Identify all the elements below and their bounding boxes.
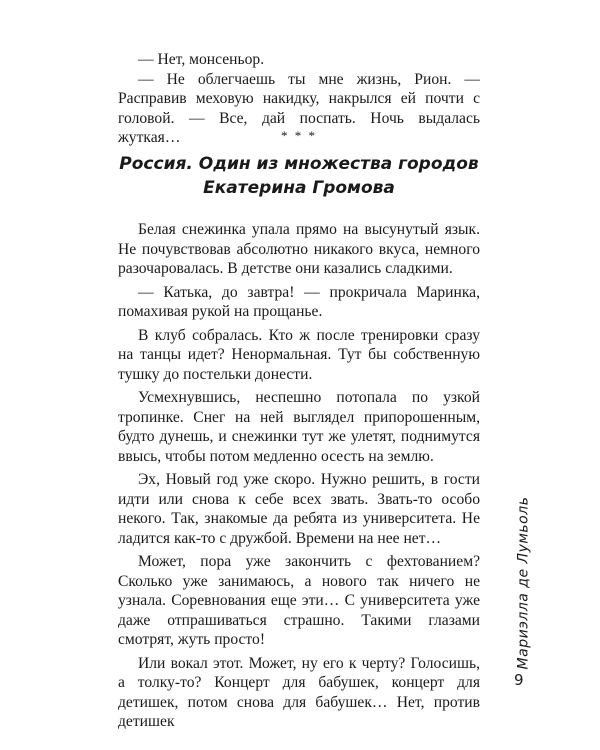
dialogue-line-2: — Не облегчаешь ты мне жизнь, Рион. — Расправив меховую накидку, накрылся ей почти с головой. — Все, дай поспать. Ночь выдалась жуткая… <box>118 70 480 146</box>
running-title-text: Мариэлла де Лумьоль <box>515 496 532 669</box>
paragraph: В клуб собралась. Кто ж после тренировки сразу на танцы идет? Ненормальная. Тут бы собственную тушку до постельки донести. <box>118 326 480 383</box>
paragraph: — Катька, до завтра! — прокричала Маринка, помахивая рукой на прощанье. <box>118 283 480 320</box>
body-text <box>118 220 480 732</box>
paragraph: Может, пора уже закончить с фехтованием? Сколько уже занимаюсь, а нового так ничего не узнала. Соревнования еще эти… С университета уже даже отпрашиваться страшно. Такими глазами смотрят, жуть просто! <box>118 553 480 648</box>
section-separator: * * * <box>281 128 317 143</box>
heading-location: Россия. Один из множества городов <box>119 154 479 174</box>
paragraph: Эх, Новый год уже скоро. Нужно решить, в гости идти или снова к себе всех звать. Звать-то особо некого. Так, знакомые да ребята из университета. Не ладится как-то с дружбой. Времени на нее нет… <box>118 471 480 547</box>
running-title <box>510 495 536 670</box>
paragraph: Белая снежинка упала прямо на высунутый язык. Не почувствовав абсолютно никакого вкуса, немного разочаровалась. В детстве они казались сладкими. <box>118 221 480 277</box>
heading-character: Екатерина Громова <box>203 178 395 198</box>
page-number: 9 <box>514 671 524 689</box>
paragraph: Или вокал этот. Может, ну его к черту? Голосишь, а толку-то? Концерт для бабушек, концерт для детишек, потом снова для бабушек… Нет, против детишек <box>118 654 480 730</box>
chapter-heading <box>118 152 480 200</box>
dialogue-line-1: — Нет, монсеньор. <box>138 51 265 68</box>
paragraph: Усмехнувшись, неспешно потопала по узкой тропинке. Снег на ней выглядел припорошенным, будто дунешь, и снежинки тут же улетят, поднимутся ввысь, чтобы потом медленно осесть на землю. <box>118 389 480 465</box>
